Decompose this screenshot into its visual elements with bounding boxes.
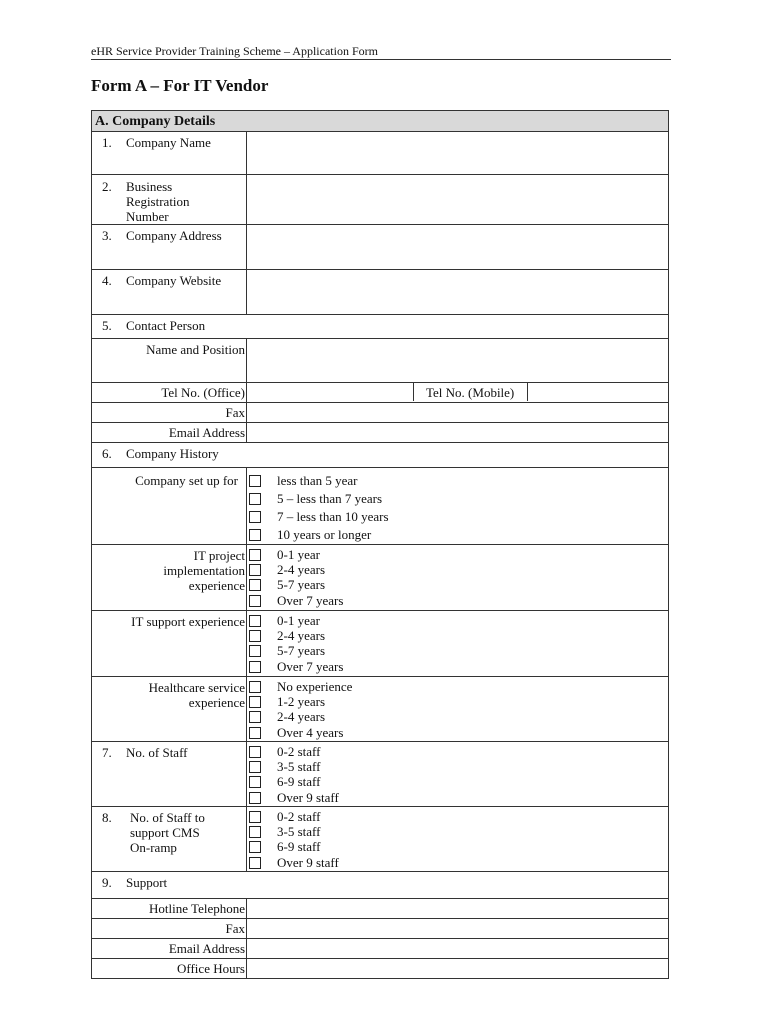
checkbox-icon[interactable]: [249, 493, 261, 505]
it-project-option[interactable]: 5-7 years: [247, 578, 668, 593]
header-divider: [91, 59, 671, 60]
support-email-label: Email Address: [92, 939, 247, 959]
hotline-label: Hotline Telephone: [92, 899, 247, 919]
checkbox-icon[interactable]: [249, 595, 261, 607]
staff-cms-option[interactable]: Over 9 staff: [247, 855, 668, 870]
it-support-label: IT support experience: [92, 611, 247, 677]
fax-field[interactable]: [247, 403, 669, 423]
email-label: Email Address: [92, 423, 247, 443]
healthcare-option[interactable]: Over 4 years: [247, 725, 668, 740]
company-website-field[interactable]: [247, 270, 669, 315]
setup-option[interactable]: 7 – less than 10 years: [247, 508, 668, 526]
staff-cms-option[interactable]: 0-2 staff: [247, 809, 668, 824]
company-website-label: 4. Company Website: [92, 270, 247, 315]
business-reg-label: 2. Business Registration Number: [92, 175, 247, 225]
support-heading: 9. Support: [92, 872, 669, 899]
checkbox-icon[interactable]: [249, 529, 261, 541]
office-hours-label: Office Hours: [92, 959, 247, 979]
support-email-field[interactable]: [247, 939, 669, 959]
staff-option[interactable]: 0-2 staff: [247, 744, 668, 759]
no-of-staff-options: [247, 742, 669, 807]
it-project-option[interactable]: Over 7 years: [247, 593, 668, 608]
it-support-option[interactable]: 5-7 years: [247, 644, 668, 659]
checkbox-icon[interactable]: [249, 645, 261, 657]
checkbox-icon[interactable]: [249, 615, 261, 627]
checkbox-icon[interactable]: [249, 792, 261, 804]
setup-label: Company set up for: [92, 468, 247, 545]
support-fax-field[interactable]: [247, 919, 669, 939]
company-address-label: 3. Company Address: [92, 225, 247, 270]
checkbox-icon[interactable]: [249, 475, 261, 487]
setup-option[interactable]: less than 5 year: [247, 472, 668, 490]
checkbox-icon[interactable]: [249, 511, 261, 523]
healthcare-option[interactable]: 2-4 years: [247, 710, 668, 725]
checkbox-icon[interactable]: [249, 630, 261, 642]
name-position-field[interactable]: [247, 339, 669, 383]
healthcare-options: [247, 677, 669, 742]
it-project-label: IT project implementation experience: [92, 545, 247, 611]
checkbox-icon[interactable]: [249, 761, 261, 773]
email-field[interactable]: [247, 423, 669, 443]
fax-label: Fax: [92, 403, 247, 423]
name-position-label: Name and Position: [92, 339, 247, 383]
company-history-heading: 6. Company History: [92, 443, 669, 468]
staff-cms-option[interactable]: 3-5 staff: [247, 824, 668, 839]
checkbox-icon[interactable]: [249, 696, 261, 708]
setup-options: [247, 468, 669, 545]
checkbox-icon[interactable]: [249, 681, 261, 693]
checkbox-icon[interactable]: [249, 857, 261, 869]
running-header: eHR Service Provider Training Scheme – Application Form: [91, 44, 378, 58]
it-project-option[interactable]: 2-4 years: [247, 562, 668, 577]
company-name-field[interactable]: [247, 132, 669, 175]
checkbox-icon[interactable]: [249, 579, 261, 591]
healthcare-label: Healthcare service experience: [92, 677, 247, 742]
healthcare-option[interactable]: No experience: [247, 679, 668, 694]
checkbox-icon[interactable]: [249, 746, 261, 758]
no-of-staff-label: 7. No. of Staff: [92, 742, 247, 807]
it-support-option[interactable]: 0-1 year: [247, 613, 668, 628]
healthcare-option[interactable]: 1-2 years: [247, 694, 668, 709]
business-reg-field[interactable]: [247, 175, 669, 225]
company-address-field[interactable]: [247, 225, 669, 270]
tel-office-field[interactable]: [247, 383, 414, 401]
staff-cms-option[interactable]: 6-9 staff: [247, 840, 668, 855]
staff-option[interactable]: Over 9 staff: [247, 790, 668, 805]
checkbox-icon[interactable]: [249, 811, 261, 823]
hotline-field[interactable]: [247, 899, 669, 919]
checkbox-icon[interactable]: [249, 661, 261, 673]
support-fax-label: Fax: [92, 919, 247, 939]
staff-cms-options: [247, 807, 669, 872]
tel-office-label: Tel No. (Office): [92, 383, 247, 403]
staff-option[interactable]: 3-5 staff: [247, 759, 668, 774]
checkbox-icon[interactable]: [249, 727, 261, 739]
section-a-heading: A. Company Details: [92, 111, 669, 132]
it-project-option[interactable]: 0-1 year: [247, 547, 668, 562]
checkbox-icon[interactable]: [249, 549, 261, 561]
it-support-option[interactable]: 2-4 years: [247, 628, 668, 643]
setup-option[interactable]: 5 – less than 7 years: [247, 490, 668, 508]
contact-person-heading: 5. Contact Person: [92, 315, 669, 339]
it-project-options: [247, 545, 669, 611]
tel-mobile-field[interactable]: [528, 383, 668, 401]
checkbox-icon[interactable]: [249, 564, 261, 576]
staff-option[interactable]: 6-9 staff: [247, 775, 668, 790]
it-support-options: [247, 611, 669, 677]
checkbox-icon[interactable]: [249, 841, 261, 853]
form-title: Form A – For IT Vendor: [91, 76, 269, 95]
checkbox-icon[interactable]: [249, 776, 261, 788]
staff-cms-label: 8. No. of Staff to support CMS On-ramp: [92, 807, 247, 872]
it-support-option[interactable]: Over 7 years: [247, 659, 668, 674]
tel-mobile-label: Tel No. (Mobile): [414, 383, 528, 401]
checkbox-icon[interactable]: [249, 826, 261, 838]
company-details-table: [91, 110, 669, 979]
setup-option[interactable]: 10 years or longer: [247, 526, 668, 544]
company-name-label: 1. Company Name: [92, 132, 247, 175]
checkbox-icon[interactable]: [249, 711, 261, 723]
office-hours-field[interactable]: [247, 959, 669, 979]
